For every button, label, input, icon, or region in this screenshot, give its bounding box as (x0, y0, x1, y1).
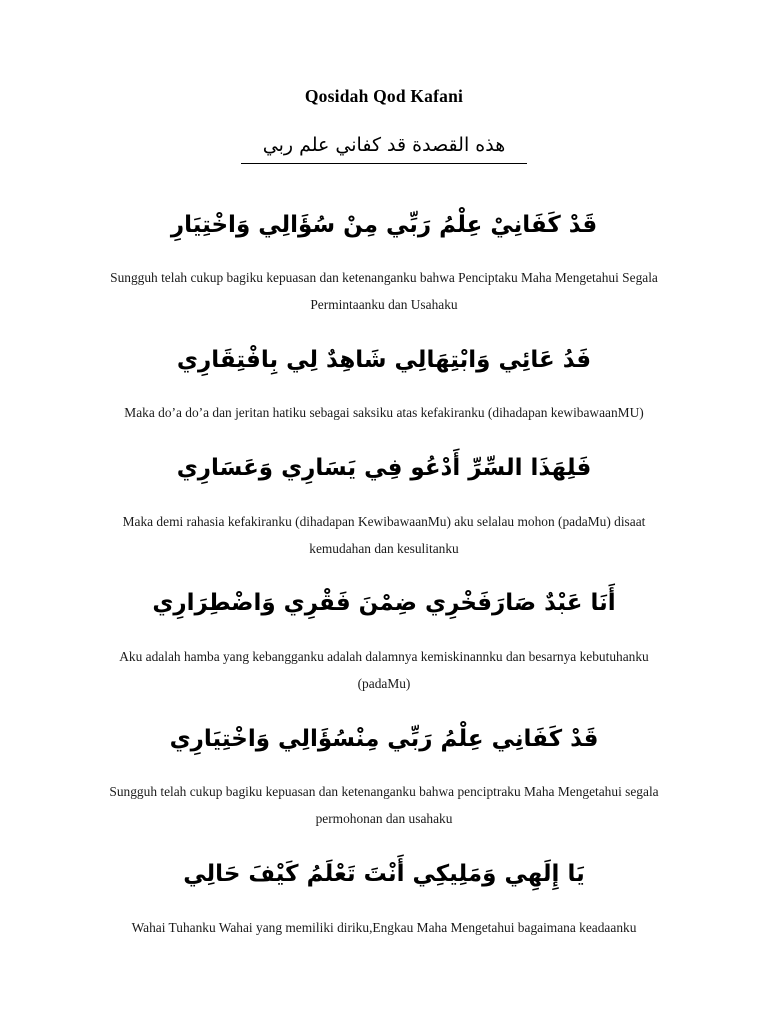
verse-translation: Maka do’a do’a dan jeritan hatiku sebagai saksiku atas kefakiranku (dihadapan kewibawaanMU) (124, 405, 644, 421)
arabic-verse: قَدْ كَفَانِيْ عِلْمُ رَبِّي مِنْ سُؤَالِي وَاخْتِيَارِ (170, 211, 598, 238)
page-title: Qosidah Qod Kafani (304, 86, 464, 106)
arabic-verse: يَا إِلَهِي وَمَلِيكِي أَنْتَ تَعْلَمُ كَيْفَ حَالِي (183, 861, 585, 888)
verse-translation: Aku adalah hamba yang kebangganku adalah dalamnya kemiskinannku dan besarnya kebutuhanku (padaMu) (119, 649, 649, 691)
verse-translation: Wahai Tuhanku Wahai yang memiliki diriku,Engkau Maha Mengetahui bagaimana keadaanku (131, 919, 637, 935)
arabic-verse: أَنَا عَبْدٌ صَارَفَخْرِي ضِمْنَ فَقْرِي وَاضْطِرَارِي (152, 590, 616, 617)
arabic-subtitle-container (106, 131, 662, 164)
document-content (106, 0, 662, 941)
verse-translation: Sungguh telah cukup bagiku kepuasan dan ketenanganku bahwa penciptraku Maha Mengetahui segala permohonan dan usahaku (109, 784, 659, 827)
verse-translation: Sungguh telah cukup bagiku kepuasan dan ketenanganku bahwa Penciptaku Maha Mengetahui Segala Permintaanku dan Usahaku (110, 270, 658, 312)
arabic-verse: فَلِهَذَا السِّرِّ أَدْعُو فِي يَسَارِي وَعَسَارِي (176, 455, 592, 482)
arabic-verse: فَدُ عَائِي وَابْتِهَالِي شَاهِدٌ لِي بِافْتِقَارِي (176, 346, 592, 373)
arabic-subtitle: هذه القصدة قد كفاني علم ربي (241, 131, 527, 164)
verse-translation: Maka demi rahasia kefakiranku (dihadapan KewibawaanMu) aku selalau mohon (padaMu) disaat kemudahan dan kesulitanku (122, 513, 646, 556)
arabic-verse: قَدْ كَفَانِي عِلْمُ رَبِّي مِنْسُؤَالِي وَاخْتِيَارِي (169, 725, 599, 752)
